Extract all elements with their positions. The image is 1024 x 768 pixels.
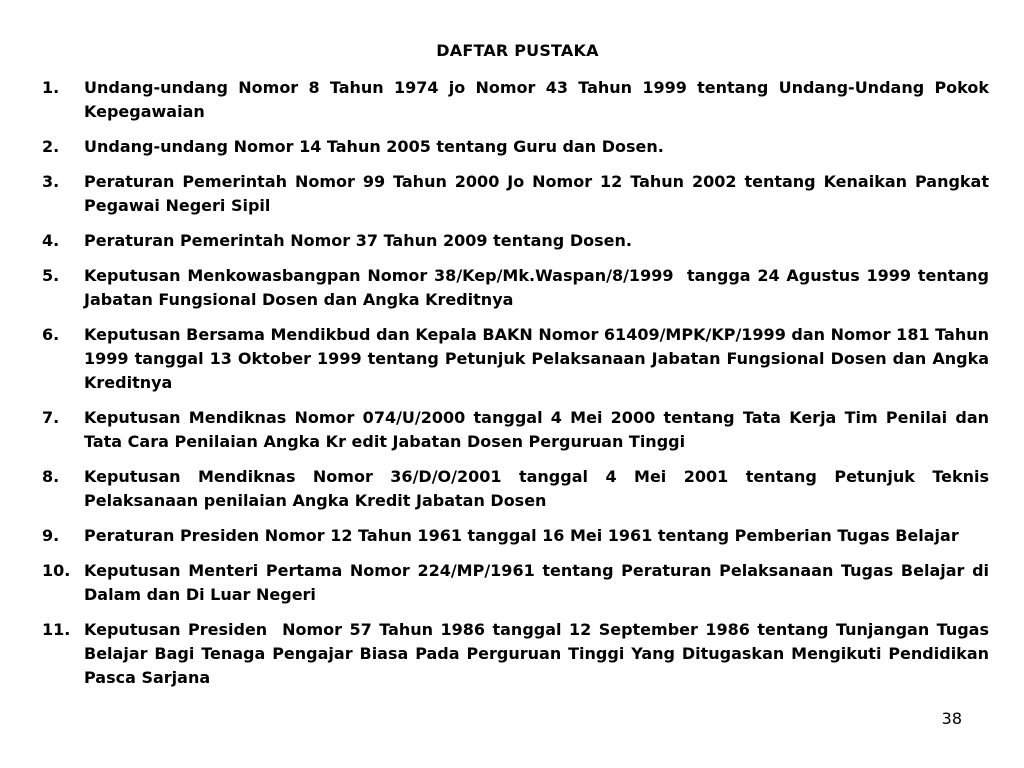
reference-number: 5. — [42, 266, 60, 285]
reference-number: 1. — [42, 78, 60, 97]
reference-text: Peraturan Pemerintah Nomor 37 Tahun 2009 tentang Dosen. — [84, 231, 632, 250]
reference-text: Keputusan Bersama Mendikbud dan Kepala BAKN Nomor 61409/MPK/KP/1999 dan Nomor 181 Tahun 1999 tanggal 13 Oktober 1999 tentang Petunjuk Pelaksanaan Jabatan Fungsional Dosen dan Angka Kreditnya — [84, 325, 995, 392]
reference-number: 8. — [42, 467, 60, 486]
reference-item — [42, 406, 995, 454]
reference-item — [42, 135, 989, 159]
reference-text: Keputusan Presiden Nomor 57 Tahun 1986 tanggal 12 September 1986 tentang Tunjangan Tugas Belajar Bagi Tenaga Pengajar Biasa Pada Perguruan Tinggi Yang Ditugaskan Mengikuti Pendidikan Pasca Sarjana — [84, 620, 995, 687]
reference-item — [42, 264, 995, 312]
reference-number: 9. — [42, 526, 60, 545]
reference-number: 2. — [42, 137, 60, 156]
reference-text: Keputusan Mendiknas Nomor 36/D/O/2001 tanggal 4 Mei 2001 tentang Petunjuk Teknis Pelaksanaan penilaian Angka Kredit Jabatan Dosen — [84, 467, 995, 510]
reference-item — [42, 618, 995, 690]
reference-item — [42, 229, 989, 253]
reference-number: 11. — [42, 620, 71, 639]
page-number: 38 — [941, 709, 962, 728]
reference-item — [42, 465, 995, 513]
reference-text: Undang-undang Nomor 14 Tahun 2005 tentang Guru dan Dosen. — [84, 137, 664, 156]
page-title: DAFTAR PUSTAKA — [436, 41, 599, 60]
reference-text: Peraturan Pemerintah Nomor 99 Tahun 2000 Jo Nomor 12 Tahun 2002 tentang Kenaikan Pangkat Pegawai Negeri Sipil — [84, 172, 995, 215]
reference-number: 7. — [42, 408, 60, 427]
reference-item — [42, 170, 995, 218]
reference-number: 6. — [42, 325, 60, 344]
reference-text: Undang-undang Nomor 8 Tahun 1974 jo Nomor 43 Tahun 1999 tentang Undang-Undang Pokok Kepegawaian — [84, 78, 995, 121]
reference-number: 4. — [42, 231, 60, 250]
reference-item — [42, 323, 995, 395]
reference-item — [42, 524, 989, 548]
reference-text: Keputusan Menkowasbangpan Nomor 38/Kep/Mk.Waspan/8/1999 tangga 24 Agustus 1999 tentang Jabatan Fungsional Dosen dan Angka Kreditnya — [84, 266, 995, 309]
reference-item — [42, 559, 995, 607]
reference-item — [42, 76, 995, 124]
reference-list — [42, 76, 995, 701]
reference-text: Keputusan Mendiknas Nomor 074/U/2000 tanggal 4 Mei 2000 tentang Tata Kerja Tim Penilai dan Tata Cara Penilaian Angka Kr edit Jabatan Dosen Perguruan Tinggi — [84, 408, 995, 451]
reference-text: Peraturan Presiden Nomor 12 Tahun 1961 tanggal 16 Mei 1961 tentang Pemberian Tugas Belajar — [84, 526, 959, 545]
reference-number: 10. — [42, 561, 71, 580]
reference-text: Keputusan Menteri Pertama Nomor 224/MP/1961 tentang Peraturan Pelaksanaan Tugas Belajar di Dalam dan Di Luar Negeri — [84, 561, 995, 604]
reference-number: 3. — [42, 172, 60, 191]
